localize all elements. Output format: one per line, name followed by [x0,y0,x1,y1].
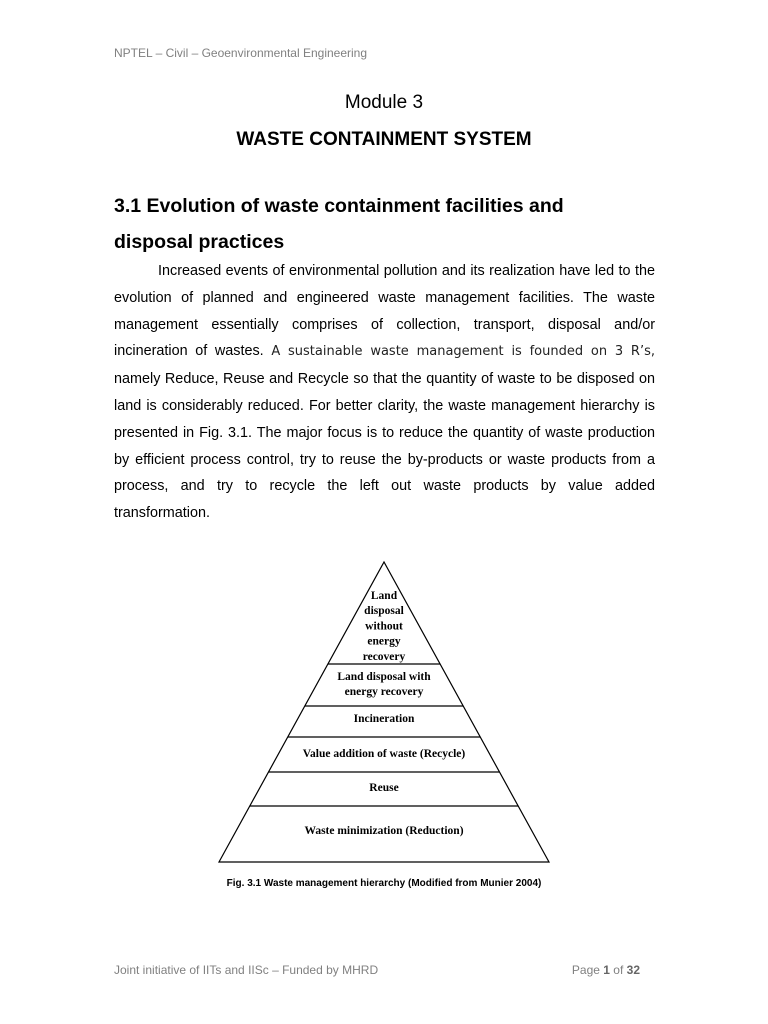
module-subtitle: WASTE CONTAINMENT SYSTEM [236,129,532,150]
pyramid-level-label: energy [367,635,401,648]
page-current: 1 [603,963,610,977]
pyramid-level-label: recovery [362,650,406,663]
pyramid-level-label: without [365,620,403,633]
page-total: 32 [626,963,640,977]
pyramid-level-label: Waste minimization (Reduction) [304,825,464,837]
figure-caption: Fig. 3.1 Waste management hierarchy (Modified from Munier 2004) [226,878,542,889]
pyramid-level-label: Land disposal with [337,671,431,683]
pyramid-level-label: energy recovery [344,686,424,698]
module-title: Module 3 [344,92,424,113]
page-prefix: Page [571,963,604,977]
footer-page-number [572,963,640,977]
pyramid-level-label: Land [370,590,398,602]
paragraph-text-1: Increased events of environmental pollution and its realization have led to the evolution of planned and engineered waste management facilities. The waste management essentially comprises of collection, transport, disposal and/or incineration of wastes. [114,263,655,360]
page-mid: of [609,963,627,977]
pyramid-labels [303,590,466,837]
paragraph-text-3: namely Reduce, Reuse and Recycle so that the quantity of waste to be disposed on land is considerably reduced. For better clarity, the waste management hierarchy is presented in Fig. 3.1. The major focus is to reduce the quantity of waste production by efficient process control, try to reuse the by-products or waste products from a process, and try to recycle the left out waste products by value added transformation. [114,371,655,522]
pyramid-level-label: Reuse [369,782,399,794]
footer-funding: Joint initiative of IITs and IISc – Funded by MHRD [114,963,379,977]
section-heading: 3.1 Evolution of waste containment facilities and disposal practices [114,195,564,253]
pyramid-level-label: Value addition of waste (Recycle) [302,748,466,760]
running-header: NPTEL – Civil – Geoenvironmental Engineering [114,46,368,60]
pyramid-level-label: Incineration [353,713,415,725]
paragraph-text-2: A sustainable waste management is founded on 3 R’s, [271,344,655,360]
pyramid-level-label: disposal [364,605,404,618]
